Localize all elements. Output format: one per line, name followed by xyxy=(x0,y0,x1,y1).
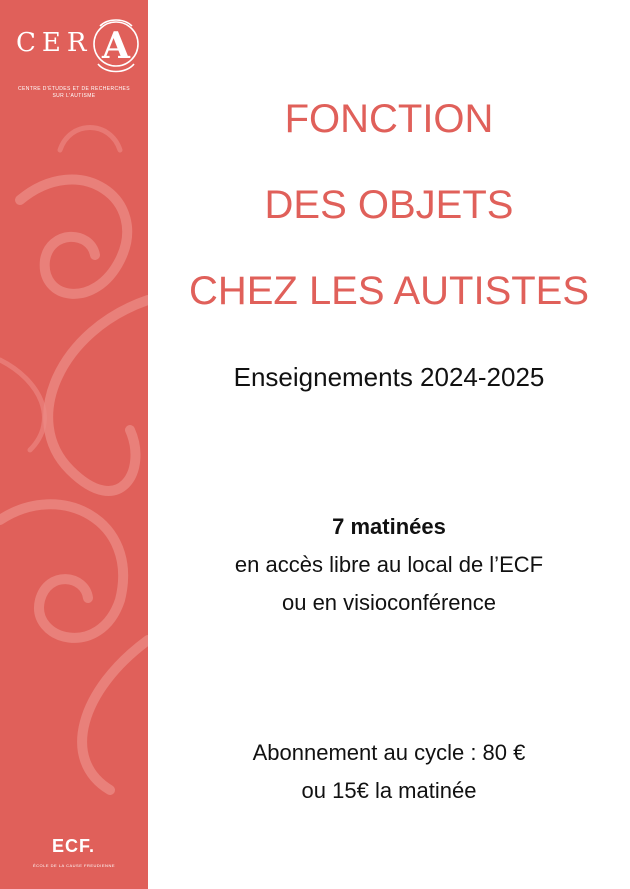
ornament-pattern xyxy=(0,0,148,889)
cera-logo xyxy=(12,14,142,84)
title-line-1: FONCTION xyxy=(284,97,494,141)
title-line-3: CHEZ LES AUTISTES xyxy=(188,269,590,313)
subscription-price: Abonnement au cycle : 80 € xyxy=(252,740,526,765)
title-line-2: DES OBJETS xyxy=(264,183,514,227)
cera-logo-text: CER xyxy=(16,28,93,58)
ecf-logo: ECF. xyxy=(52,836,96,856)
session-info xyxy=(148,508,630,622)
cera-logo-subtitle-line1: CENTRE D'ÉTUDES ET DE RECHERCHES xyxy=(17,86,130,92)
poster-subtitle: Enseignements 2024-2025 xyxy=(233,362,545,392)
cera-logo-subtitle xyxy=(10,86,138,100)
session-count: 7 matinées xyxy=(332,514,446,539)
single-session-price: ou 15€ la matinée xyxy=(301,778,477,803)
sidebar-band xyxy=(0,0,148,889)
access-info: en accès libre au local de l’ECF xyxy=(234,552,544,577)
poster-title xyxy=(148,76,630,334)
visio-info: ou en visioconférence xyxy=(281,590,497,615)
cera-logo-ornamental-a xyxy=(90,14,142,78)
ecf-logo-subtitle: ÉCOLE DE LA CAUSE FREUDIENNE xyxy=(32,863,116,868)
pricing-info xyxy=(148,734,630,810)
cera-logo-letter: A xyxy=(102,25,130,67)
cera-logo-subtitle-line2: SUR L'AUTISME xyxy=(52,93,96,99)
main-content xyxy=(148,0,630,889)
